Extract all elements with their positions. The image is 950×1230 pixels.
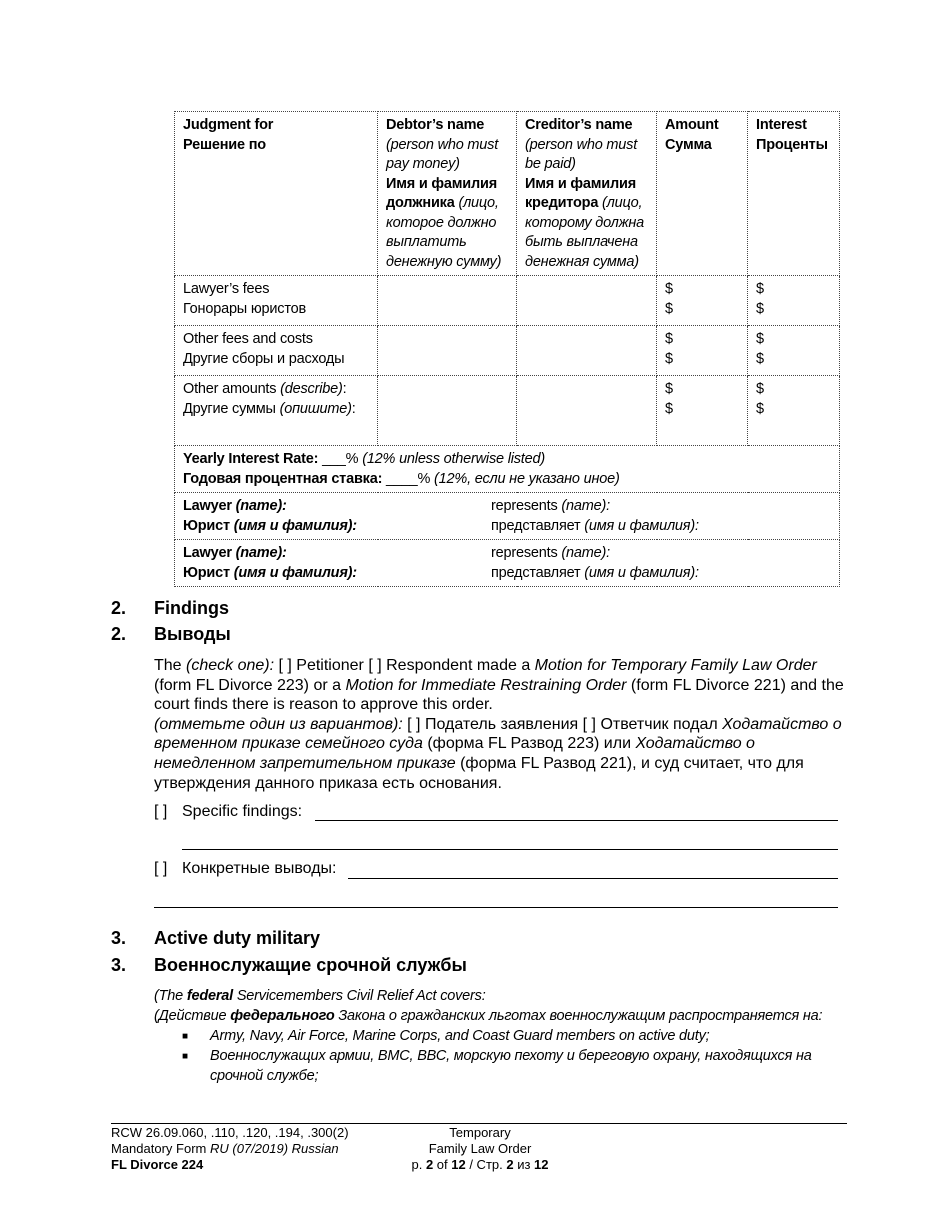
interest-cell[interactable]: $ $ [748, 276, 840, 326]
table-row [175, 326, 840, 376]
table-header-row [175, 112, 840, 276]
list-item: Army, Navy, Air Force, Marine Corps, and Coast Guard members on active duty; [210, 1028, 710, 1044]
debtor-cell[interactable] [378, 276, 517, 326]
section-2-paragraph: The (check one): [ ] Petitioner [ ] Respondent made a Motion for Temporary Family Law Order (form FL Divorce 223) or a Motion for Immediate Restraining Order (form FL Divorce 221) and the court finds there is reason to approve this order. (отметьте один из вариантов): [ ] Податель заявления [ ] Ответчик подал Ходатайство о временном приказе семейного суда (форма FL Развод 223) или Ходатайство о немедленном запретительном приказе (форма FL Развод 221), и суд считает, что для утверждения данного приказа есть основания. [154, 657, 844, 792]
interest-rate-cell[interactable]: Yearly Interest Rate: ___% (12% unless otherwise listed) Годовая процентная ставка: ____% (12%, если не указано иное) [175, 446, 840, 493]
creditor-cell[interactable] [517, 376, 657, 446]
section-2-number: 2. [111, 598, 127, 618]
specific-findings-ru-checkbox[interactable]: [ ] [154, 860, 168, 877]
section-3-number-ru: 3. [111, 955, 127, 975]
specific-findings-ru-line-2[interactable] [154, 888, 838, 908]
section-2-title-en: Findings [154, 598, 229, 618]
footer-divider [111, 1123, 847, 1124]
section-2-number-ru: 2. [111, 624, 127, 644]
amount-cell[interactable]: $ $ [657, 376, 748, 446]
table-row [175, 276, 840, 326]
creditor-cell[interactable] [517, 326, 657, 376]
header-creditor: Creditor’s name (person who must be paid) Имя и фамилия кредитора (лицо, которому должна быть выплачена денежная сумма) [517, 112, 657, 276]
section-3-title-ru: Военнослужащие срочной службы [154, 955, 467, 975]
footer-left: RCW 26.09.060, .110, .120, .194, .300(2) Mandatory Form RU (07/2019) Russian FL Divorce 224 [111, 1125, 349, 1172]
interest-cell[interactable]: $ $ [748, 326, 840, 376]
section-3-title-en: Active duty military [154, 928, 321, 948]
specific-findings-line-2[interactable] [182, 830, 838, 850]
lawyer-cell[interactable]: Lawyer (name): Юрист (имя и фамилия): represents (name): представляет (имя и фамилия): [175, 540, 840, 587]
lawyer-row [175, 493, 840, 540]
lawyer-row [175, 540, 840, 587]
page-number: p. 2 of 12 / Стр. 2 из 12 [411, 1157, 549, 1172]
interest-rate-row [175, 446, 840, 493]
list-item: Военнослужащих армии, ВМС, ВВС, морскую пехоту и береговую охрану, находящихся на срочной службе; [210, 1048, 812, 1084]
specific-findings-line[interactable] [315, 800, 838, 821]
row-label: Other amounts (describe): Другие суммы (опишите): [175, 376, 378, 446]
table-row [175, 376, 840, 446]
creditor-cell[interactable] [517, 276, 657, 326]
specific-findings-label: Specific findings: [182, 803, 303, 820]
header-interest: Interest Проценты [748, 112, 840, 276]
footer-center: Temporary Family Law Order p. 2 of 12 / Стр. 2 из 12 [380, 1125, 580, 1173]
lawyer-cell[interactable]: Lawyer (name): Юрист (имя и фамилия): represents (name): представляет (имя и фамилия): [175, 493, 840, 540]
row-label: Lawyer’s fees Гонорары юристов [175, 276, 378, 326]
row-label: Other fees and costs Другие сборы и расходы [175, 326, 378, 376]
specific-findings-ru-line[interactable] [348, 858, 838, 879]
section-3-number: 3. [111, 928, 127, 948]
amount-cell[interactable]: $ $ [657, 276, 748, 326]
specific-findings-ru-label: Конкретные выводы: [182, 860, 337, 877]
debtor-cell[interactable] [378, 376, 517, 446]
debtor-cell[interactable] [378, 326, 517, 376]
specific-findings-checkbox[interactable]: [ ] [154, 803, 168, 820]
header-judgment-for: Judgment for Решение по [175, 112, 378, 276]
header-amount: Amount Сумма [657, 112, 748, 276]
section-3-intro: (The federal Servicemembers Civil Relief Act covers: (Действие федерального Закона о гражданских льготах военнослужащим распространяется на: [154, 988, 823, 1024]
bullet-icon: ■ [182, 1031, 189, 1042]
section-2-title-ru: Выводы [154, 624, 231, 644]
amount-cell[interactable]: $ $ [657, 326, 748, 376]
bullet-icon: ■ [182, 1051, 189, 1062]
interest-cell[interactable]: $ $ [748, 376, 840, 446]
header-debtor: Debtor’s name (person who must pay money) Имя и фамилия должника (лицо, которое должно выплатить денежную сумму) [378, 112, 517, 276]
judgment-table [174, 111, 840, 587]
